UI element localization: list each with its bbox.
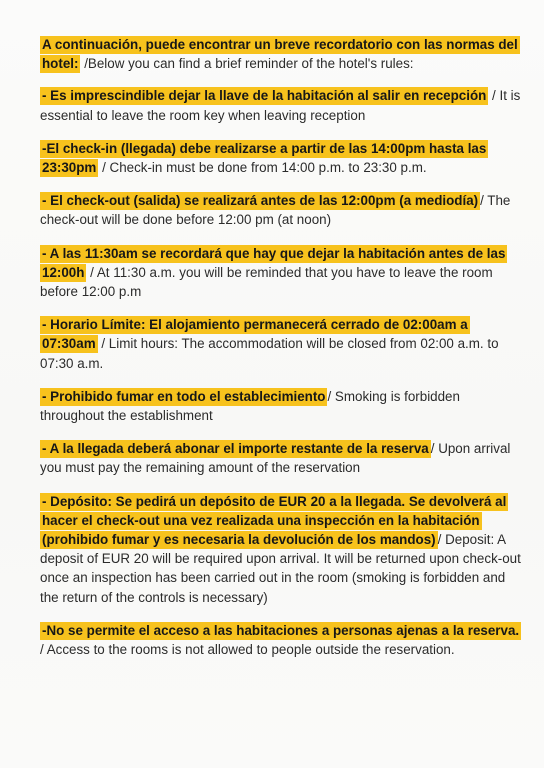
rule-limit-hours-english-text: / Limit hours: The accommodation will be closed from 02:00 a.m. to 07:30 a.m. [40,336,499,371]
faint-corner-mark [434,12,498,30]
rule-check-in-spanish-highlight: -El check-in (llegada) debe realizarse a partir de las 14:00pm hasta las 23:30pm [42,140,487,176]
rule-remaining-payment-spanish-highlight: - A la llegada deberá abonar el importe restante de la reserva [42,441,429,457]
rule-reminder-time-spanish-highlight: - A las 11:30am se recordará que hay que dejar la habitación antes de las 12:00h [42,245,506,280]
rule-limit-hours-spanish-highlight: - Horario Límite: El alojamiento permanecerá cerrado de 02:00am a 07:30am [42,317,468,352]
rule-reminder-time-english-text: / At 11:30 a.m. you will be reminded that you have to leave the room before 12:00 p.m [40,264,493,300]
rule-no-smoking [40,387,526,425]
rule-deposit-spanish-highlight: - Depósito: Se pedirá un depósito de EUR 20 a la llegada. Se devolverá al hacer el check-out una vez realizada una inspección en la habitación (prohibido fumar y es necesaria la devolución de los mandos) [42,493,507,548]
rule-check-out-english-text: / The check-out will be done before 12:00 pm (at noon) [40,193,511,228]
rule-deposit [40,492,526,607]
rule-remaining-payment [40,439,526,477]
intro-paragraph [40,35,526,73]
rule-room-access-spanish-highlight: -No se permite el acceso a las habitaciones a personas ajenas a la reserva. [42,622,520,638]
rule-room-access-english-text: / Access to the rooms is not allowed to people outside the reservation. [40,642,455,658]
rule-deposit-english-text: / Deposit: A deposit of EUR 20 will be required upon arrival. It will be returned upon check-out once an inspection has been carried out in the room (smoking is forbidden and the return of the controls is necessary) [40,532,521,605]
rule-no-smoking-english-text: / Smoking is forbidden throughout the establishment [40,388,460,424]
rule-check-in [40,139,526,177]
hotel-rules-content [40,35,526,673]
intro-english-text: /Below you can find a brief reminder of the hotel's rules: [84,56,414,72]
rule-room-key-spanish-highlight: - Es imprescindible dejar la llave de la habitación al salir en recepción [42,88,487,104]
rule-remaining-payment-english-text: / Upon arrival you must pay the remaining amount of the reservation [40,441,511,476]
intro-spanish-highlight: A continuación, puede encontrar un breve recordatorio con las normas del hotel: [42,37,518,72]
rule-check-out-spanish-highlight: - El check-out (salida) se realizará antes de las 12:00pm (a mediodía) [42,193,479,209]
rule-no-smoking-spanish-highlight: - Prohibido fumar en todo el establecimiento [42,388,326,404]
rule-room-access [40,621,526,659]
rule-room-key [40,86,526,124]
rule-reminder-time [40,244,526,302]
rule-room-key-english-text: / It is essential to leave the room key when leaving reception [40,88,521,123]
rule-check-in-english-text: / Check-in must be done from 14:00 p.m. to 23:30 p.m. [102,160,427,176]
rule-limit-hours [40,315,526,373]
rule-check-out [40,191,526,229]
